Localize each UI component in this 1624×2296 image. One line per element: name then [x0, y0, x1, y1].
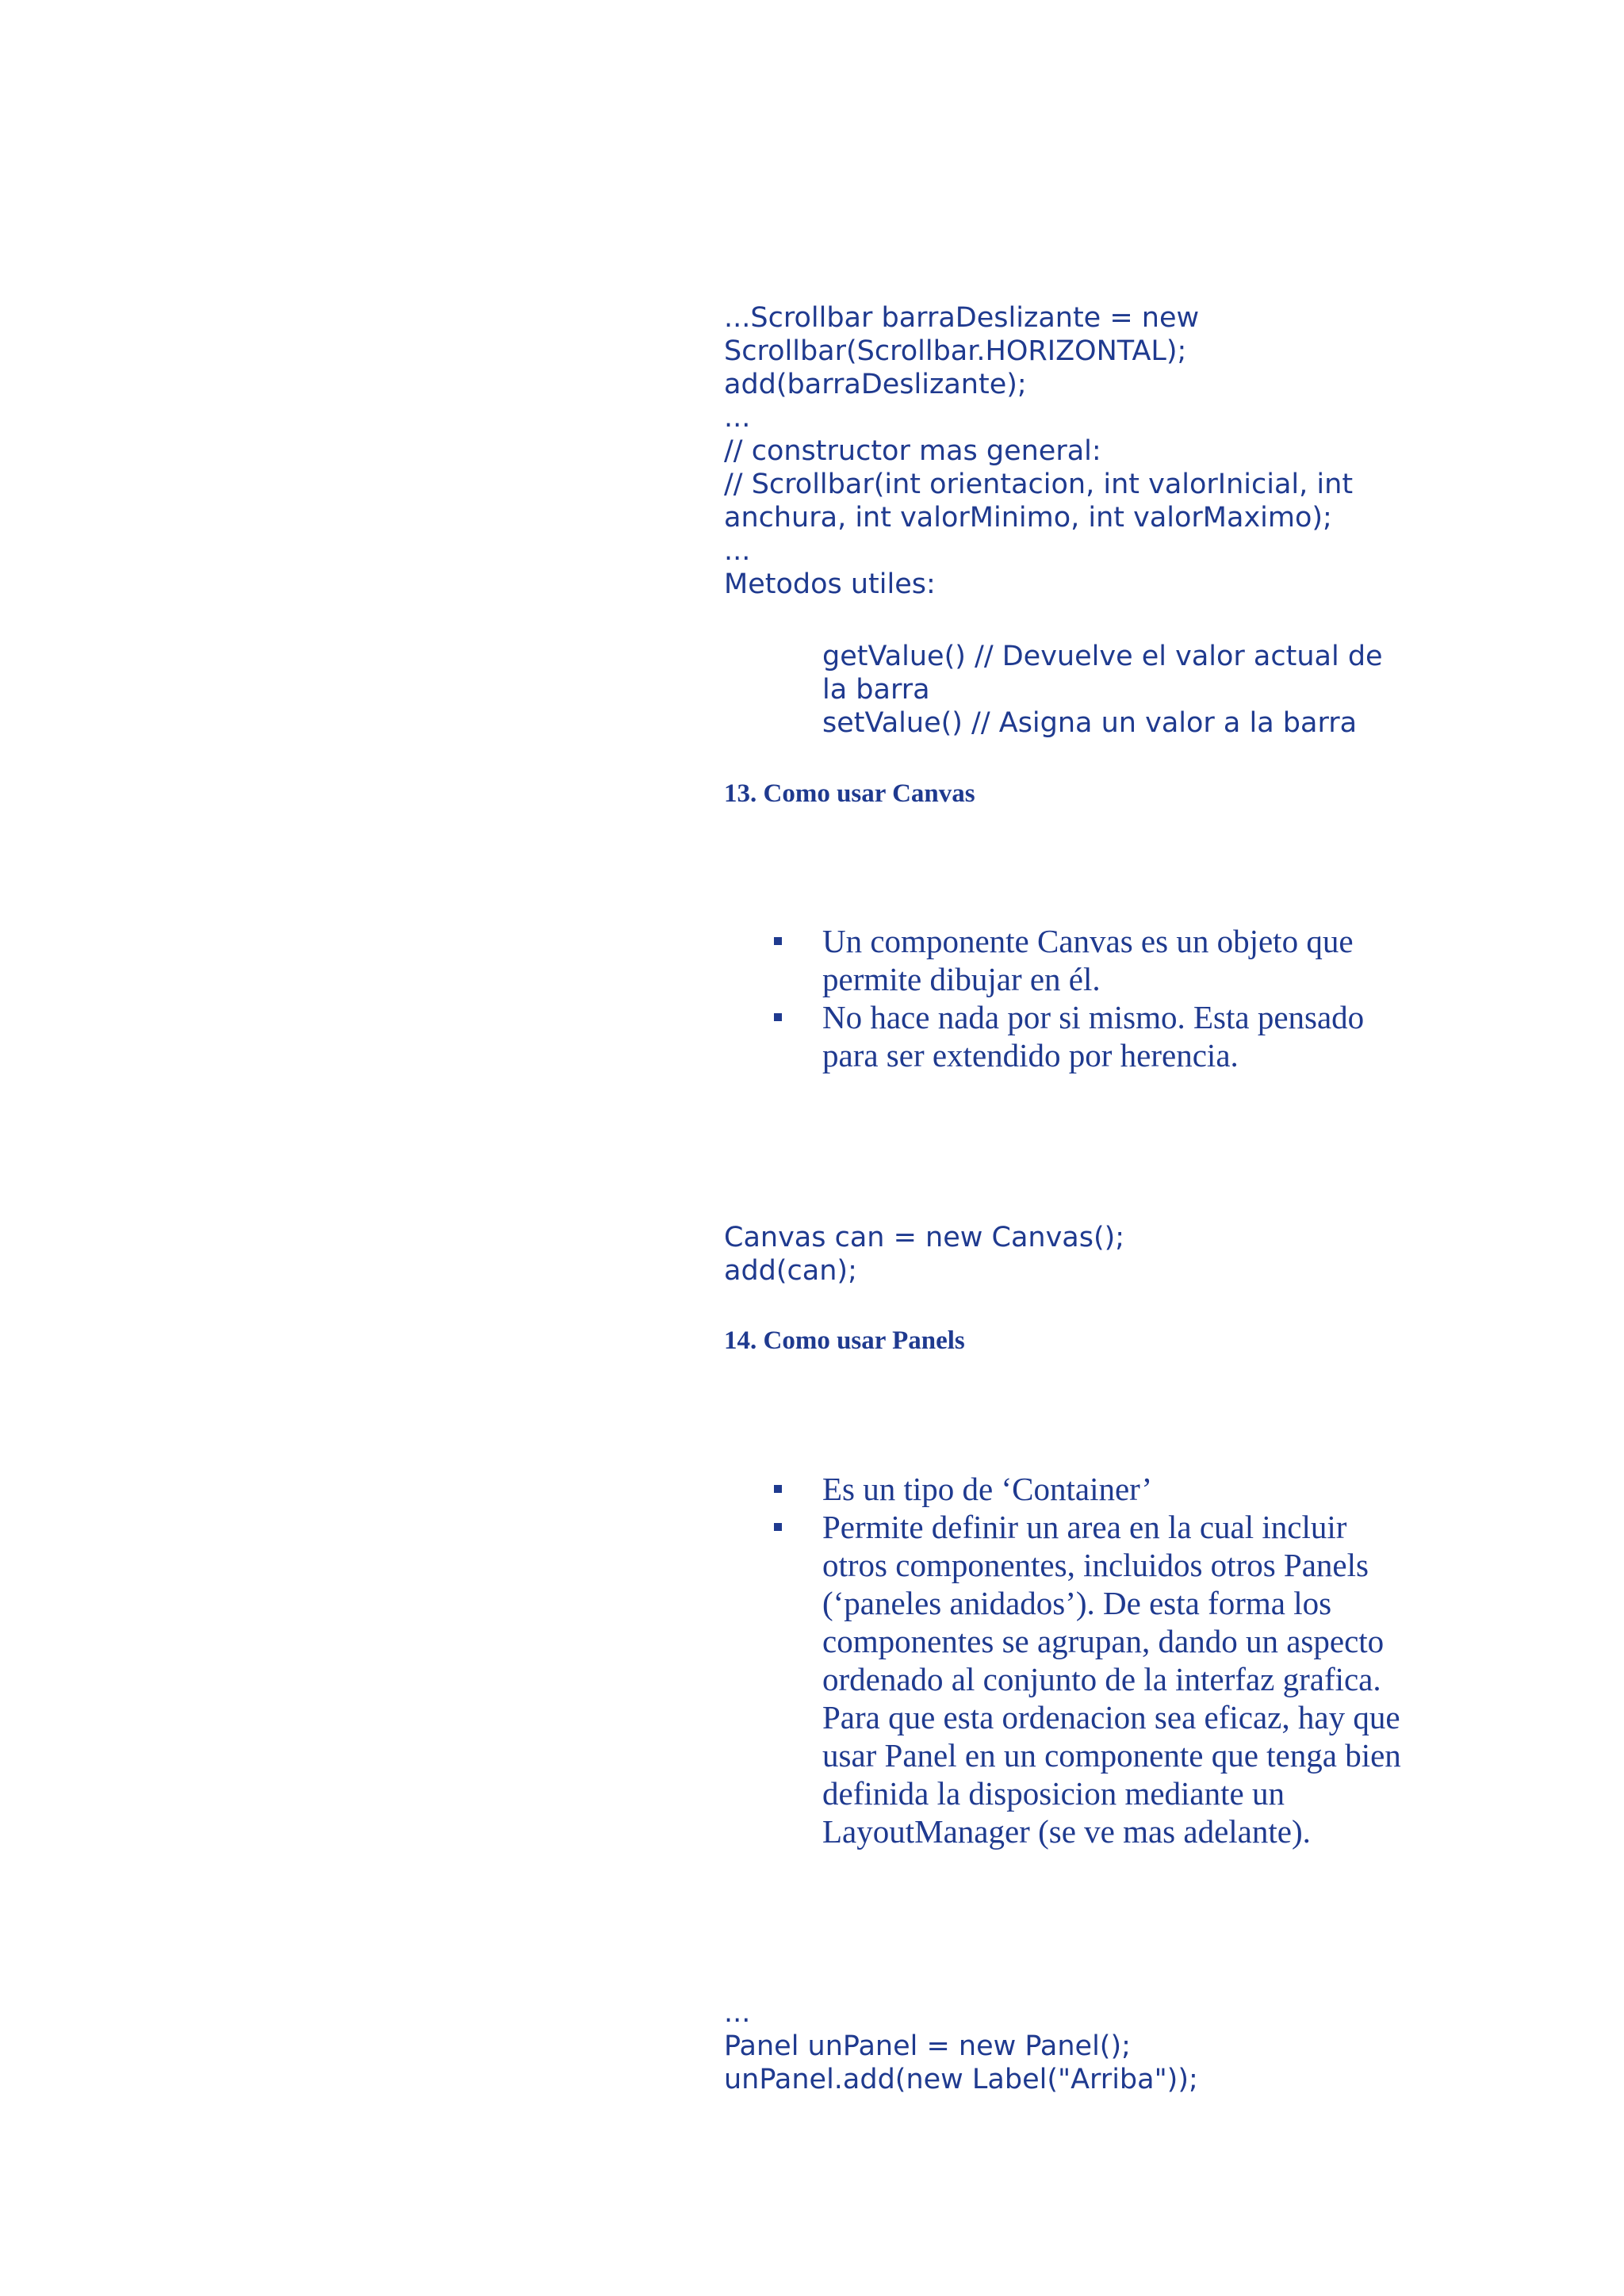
code-line: Scrollbar(Scrollbar.HORIZONTAL);: [724, 335, 1187, 367]
section-14-heading: 14. Como usar Panels: [724, 1326, 965, 1355]
bullet-text: Permite definir un area en la cual incluir otros componentes, incluidos otros Panels (‘paneles anidados’). De esta forma los componentes se agrupan, dando un aspecto ordenado al conjunto de la interfaz grafica. Para que esta ordenacion sea eficaz, hay que usar Panel en un componente que tenga bien definida la disposicion mediante un LayoutManager (se ve mas adelante).: [822, 1509, 1401, 1850]
list-item: [769, 1508, 1404, 1850]
panel-code-block: [724, 1996, 1198, 2096]
canvas-bullet-list: [769, 922, 1404, 1074]
code-line: unPanel.add(new Label("Arriba"));: [724, 2064, 1198, 2095]
scrollbar-methods-block: [822, 640, 1383, 740]
code-line: la barra: [822, 674, 930, 706]
code-line: add(can);: [724, 1255, 857, 1287]
bullet-text: No hace nada por si mismo. Esta pensado para ser extendido por herencia.: [822, 999, 1365, 1073]
code-line: getValue() // Devuelve el valor actual de: [822, 641, 1383, 672]
code-line: Panel unPanel = new Panel();: [724, 2030, 1131, 2062]
code-line: ...: [724, 1997, 751, 2029]
code-line: // constructor mas general:: [724, 435, 1101, 467]
bullet-square-icon: [774, 1013, 782, 1021]
code-line: anchura, int valorMinimo, int valorMaximo);: [724, 502, 1332, 534]
panels-bullet-list: [769, 1470, 1404, 1850]
canvas-code-block: [724, 1221, 1124, 1288]
bullet-text: Un componente Canvas es un objeto que permite dibujar en él.: [822, 923, 1354, 997]
code-line: // Scrollbar(int orientacion, int valorInicial, int: [724, 469, 1354, 500]
code-line: Canvas can = new Canvas();: [724, 1222, 1125, 1253]
code-line: setValue() // Asigna un valor a la barra: [822, 707, 1358, 739]
bullet-square-icon: [774, 937, 782, 945]
list-item: [769, 998, 1404, 1074]
bullet-square-icon: [774, 1485, 782, 1493]
code-line: add(barraDeslizante);: [724, 369, 1027, 400]
scrollbar-code-block: [724, 301, 1353, 601]
bullet-square-icon: [774, 1523, 782, 1531]
list-item: [769, 922, 1404, 998]
code-line: ...: [724, 535, 751, 567]
code-line: ...: [724, 402, 751, 434]
code-line: ...Scrollbar barraDeslizante = new: [724, 302, 1200, 334]
section-13-heading: 13. Como usar Canvas: [724, 779, 975, 808]
code-line: Metodos utiles:: [724, 568, 936, 600]
bullet-text: Es un tipo de ‘Container’: [822, 1471, 1152, 1507]
list-item: [769, 1470, 1404, 1508]
